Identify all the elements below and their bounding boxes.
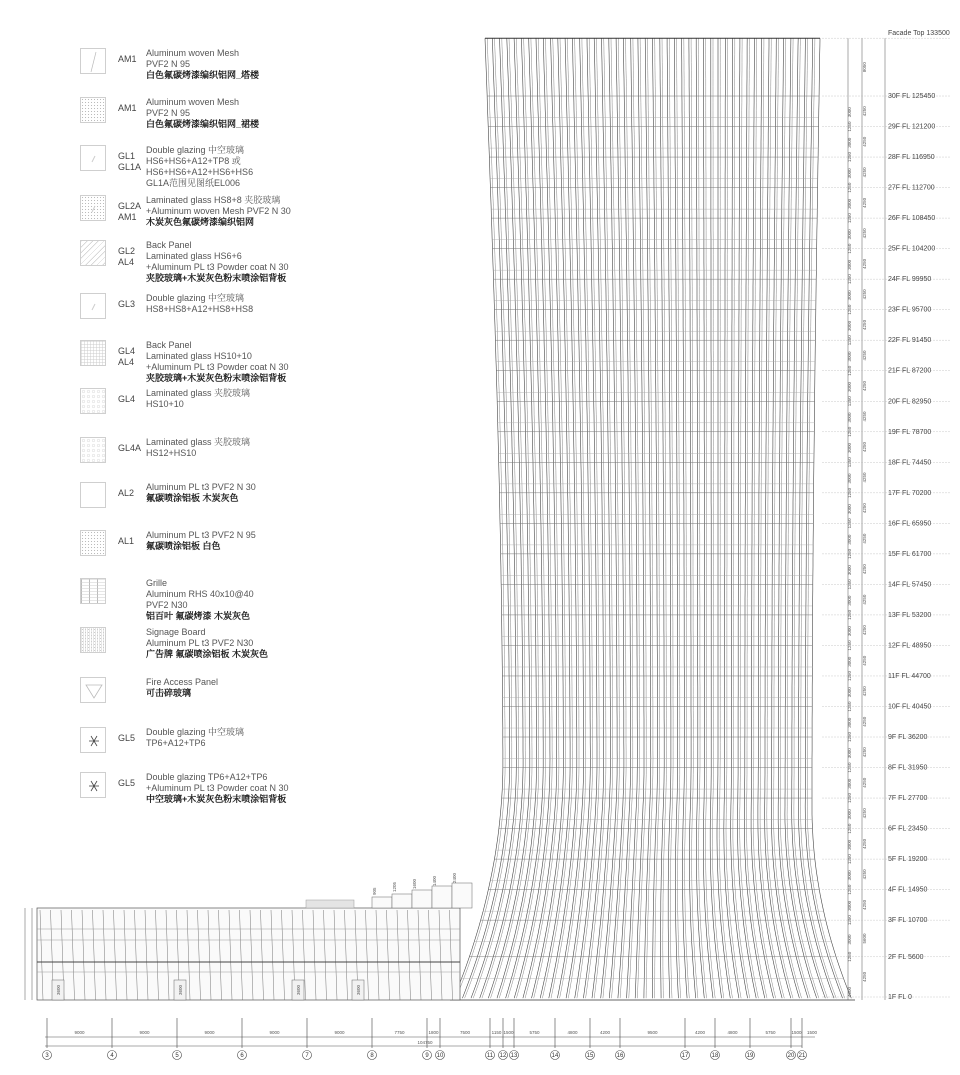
grid-axis-label: 3 [45, 1053, 49, 1059]
level-label: 8F FL 31950 [888, 764, 928, 772]
description-chinese: 白色氟碳烤漆编织铝网_塔楼 [146, 70, 260, 80]
spandrel-height-dim: 1250 [847, 609, 852, 620]
facade-fin-edge [774, 38, 802, 998]
facade-fin [471, 38, 516, 998]
spandrel-height-dim: 1250 [847, 884, 852, 895]
grid-axis-label: 8 [370, 1053, 374, 1059]
spandrel-height-dim: 1250 [847, 670, 852, 681]
level-label: Facade Top 133500 [888, 30, 950, 38]
spandrel-height-dim: 1250 [847, 762, 852, 773]
stepped-parapet [372, 897, 392, 908]
glass-height-dim: 3000 [847, 717, 852, 728]
floor-height-dim: 4250 [862, 625, 867, 636]
facade-fin-edge [620, 38, 633, 998]
level-label: 21F FL 87200 [888, 367, 932, 375]
facade-fin [575, 38, 597, 998]
floor-height-dim: 5600 [862, 933, 867, 944]
grid-axis-label: 20 [787, 1053, 795, 1059]
spandrel-height-dim: 1250 [847, 121, 852, 132]
facade-fin [635, 38, 644, 998]
grid-spacing-label: 9000 [204, 1030, 215, 1035]
facade-fin-edge [747, 38, 768, 998]
floor-height-dim: 4250 [862, 228, 867, 239]
parapet-height-label: 1600 [412, 878, 417, 889]
facade-fin-edge [612, 38, 627, 998]
glass-height-dim: 3000 [847, 900, 852, 911]
overall-dimension-label: 104750 [417, 1040, 433, 1045]
material-code: GL5 [118, 778, 136, 788]
grid-spacing-label: 5750 [529, 1030, 540, 1035]
level-label: 10F FL 40450 [888, 703, 932, 711]
description-line: Aluminum woven Mesh [146, 97, 240, 107]
spandrel-height-dim: 1250 [847, 213, 852, 224]
grid-spacing-label: 1500 [503, 1030, 514, 1035]
level-label: 13F FL 53200 [888, 611, 932, 619]
glass-height-dim: 3000 [847, 626, 852, 637]
grid-axes [43, 1018, 818, 1060]
description-line: Aluminum PL t3 PVF2 N30 [146, 638, 254, 648]
floor-height-dim: 4250 [862, 869, 867, 880]
facade-fin-edge [726, 38, 741, 998]
spandrel-height-dim: 1250 [847, 182, 852, 193]
glass-height-dim: 3000 [847, 870, 852, 881]
facade-fin [480, 38, 523, 998]
description-line: Double glazing TP6+A12+TP6 [146, 772, 268, 782]
facade-fin [627, 38, 638, 998]
level-label: 2F FL 5600 [888, 953, 924, 961]
grid-axis-label: 5 [175, 1053, 179, 1059]
level-label: 1F FL 0 [888, 994, 912, 1001]
grid-spacing-label: 4200 [694, 1030, 706, 1035]
floor-height-dim: 8050 [862, 62, 867, 73]
spandrel-height-dim: 1250 [847, 396, 852, 407]
floor-height-dim: 4250 [862, 411, 867, 422]
facade-fin [653, 38, 658, 998]
spandrel-height-dim: 1250 [847, 951, 852, 962]
description-chinese: 氟碳喷涂铝板 白色 [146, 541, 221, 551]
glass-height-dim: 3000 [847, 443, 852, 454]
glass-height-dim: 3000 [847, 229, 852, 240]
description-line: +Aluminum PL t3 Powder coat N 30 [146, 262, 289, 272]
material-code: AL2 [118, 488, 135, 498]
facade-fin [696, 38, 704, 998]
grid-axis-label: 9 [425, 1053, 429, 1059]
spandrel-height-dim: 1250 [847, 793, 852, 804]
description-chinese: 氟碳喷涂铝板 木炭灰色 [146, 493, 239, 503]
glass-height-dim: 3000 [847, 778, 852, 789]
glass-height-dim: 3000 [847, 259, 852, 270]
stepped-parapet [452, 883, 472, 908]
grid-axis-label: 16 [616, 1053, 624, 1059]
description-line: TP6+A12+TP6 [146, 738, 206, 748]
grid-axis-label: 19 [746, 1053, 754, 1059]
glass-height-dim: 3000 [847, 168, 852, 179]
spandrel-height-dim: 1250 [847, 548, 852, 559]
spandrel-height-dim: 1250 [847, 243, 852, 254]
facade-fin [540, 38, 570, 998]
spandrel-height-dim: 1250 [847, 274, 852, 285]
grid-spacing-label: 9000 [269, 1030, 280, 1035]
facade-fin-edge [568, 38, 592, 998]
level-label: 26F FL 108450 [888, 215, 936, 223]
floor-height-dim: 4250 [862, 747, 867, 758]
glass-height-dim: 3000 [847, 412, 852, 423]
level-label: 27F FL 112700 [888, 184, 935, 192]
facade-fin [583, 38, 603, 998]
description-line: Back Panel [146, 340, 192, 350]
spandrel-height-dim: 1250 [847, 335, 852, 346]
roof-equipment [306, 900, 354, 908]
grid-axis-label: 7 [305, 1053, 309, 1059]
description-line: HS6+HS6+A12+HS6+HS6 [146, 167, 254, 177]
description-chinese: 夹胶玻璃+木炭灰色粉末喷涂铝背板 [146, 373, 287, 383]
floor-height-dim: 4250 [862, 167, 867, 178]
spandrel-height-dim: 1250 [847, 823, 852, 834]
grid-spacing-label: 1800 [428, 1030, 439, 1035]
facade-fin-edge [807, 38, 844, 998]
floor-height-dim: 4250 [862, 289, 867, 300]
description-line: Aluminum PL t3 PVF2 N 30 [146, 482, 256, 492]
stepped-parapet [392, 894, 412, 908]
level-label: 15F FL 61700 [888, 550, 932, 558]
grid-spacing-label: 4200 [599, 1030, 611, 1035]
level-label: 11F FL 44700 [888, 672, 931, 680]
grid-spacing-label: 9000 [334, 1030, 345, 1035]
floor-height-dim: 4250 [862, 899, 867, 910]
material-code: GL4 AL4 [118, 346, 136, 367]
description-line: PVF2 N 95 [146, 59, 191, 69]
description-line: +Aluminum woven Mesh PVF2 N 30 [146, 206, 291, 216]
glass-height-dim: 3000 [847, 381, 852, 392]
level-label: 7F FL 27700 [888, 795, 928, 803]
level-label: 4F FL 14950 [888, 886, 928, 894]
description-line: Double glazing 中空玻璃 [146, 145, 245, 155]
spandrel-height-dim: 1250 [847, 426, 852, 437]
facade-fin [703, 38, 713, 998]
glass-height-dim: 3000 [847, 748, 852, 759]
floor-height-dim: 4250 [862, 838, 867, 849]
floor-height-dim: 4250 [862, 971, 867, 982]
grid-axis-label: 11 [486, 1053, 494, 1059]
grid-spacing-label: 1500 [806, 1030, 818, 1035]
floor-height-dim: 4250 [862, 533, 867, 544]
level-label: 29F FL 121200 [888, 123, 936, 131]
facade-fin [462, 38, 509, 998]
description-line: Grille [146, 578, 168, 588]
level-label: 9F FL 36200 [888, 734, 928, 742]
grid-axis-label: 12 [499, 1053, 507, 1059]
glass-height-dim: 3000 [847, 809, 852, 820]
grid-axis-label: 6 [240, 1053, 244, 1059]
description-line: PVF2 N30 [146, 600, 188, 610]
level-label: 25F FL 104200 [888, 245, 936, 253]
facade-fin-edge [669, 38, 673, 998]
level-label: 30F FL 125450 [888, 93, 936, 101]
podium-outline [37, 908, 460, 1000]
facade-fin-edge [719, 38, 732, 998]
glass-height-dim: 3000 [847, 107, 852, 118]
facade-fin-edge [801, 38, 837, 998]
glass-height-dim: 3000 [847, 565, 852, 576]
description-line: HS8+HS8+A12+HS8+HS8 [146, 304, 254, 314]
description-chinese: 夹胶玻璃+木炭灰色粉末喷涂铝背板 [146, 273, 287, 283]
grid-spacing-label: 7750 [394, 1030, 405, 1035]
material-code: AM1 [118, 54, 137, 64]
description-line: Aluminum RHS 40x10@40 [146, 589, 254, 599]
facade-fin [805, 38, 842, 998]
facade-fin-edge [698, 38, 706, 998]
facade-fin-edge [637, 38, 646, 998]
door-height-label: 3600 [296, 984, 301, 995]
glass-height-dim: 3000 [847, 473, 852, 484]
facade-fin-edge [740, 38, 759, 998]
description-line: PVF2 N 95 [146, 108, 191, 118]
glass-height-dim: 3000 [847, 534, 852, 545]
level-label: 16F FL 65950 [888, 520, 932, 528]
description-line: Aluminum PL t3 PVF2 N 95 [146, 530, 256, 540]
facade-fin [717, 38, 730, 998]
facade-fin [710, 38, 721, 998]
grid-spacing-label: 7500 [459, 1030, 471, 1035]
description-line: Fire Access Panel [146, 677, 219, 687]
facade-fin [497, 38, 537, 998]
facade-fin [644, 38, 651, 998]
floor-height-dim: 4250 [862, 808, 867, 819]
glass-height-dim: 3000 [847, 198, 852, 209]
description-line: HS12+HS10 [146, 448, 197, 458]
material-code: AL1 [118, 536, 135, 546]
floor-height-dim: 4250 [862, 319, 867, 330]
podium-elevation [25, 872, 472, 1000]
ground-height-dim: 4600 [847, 986, 852, 997]
facade-fin [812, 38, 851, 998]
description-line: Laminated glass 夹胶玻璃 [146, 437, 251, 447]
grid-axis-label: 13 [510, 1053, 518, 1059]
floor-height-dim: 4250 [862, 136, 867, 147]
glass-height-dim: 3000 [847, 656, 852, 667]
floor-height-dim: 4250 [862, 380, 867, 391]
grid-spacing-label: 9000 [139, 1030, 150, 1035]
grid-spacing-label: 1500 [791, 1030, 802, 1035]
spandrel-height-dim: 1250 [847, 854, 852, 865]
facade-fin [660, 38, 664, 998]
door-height-label: 3600 [356, 984, 361, 995]
spandrel-height-dim: 1250 [847, 152, 852, 163]
description-line: Laminated glass HS10+10 [146, 351, 252, 361]
facade-fin-edge [760, 38, 784, 998]
glass-height-dim: 3000 [847, 839, 852, 850]
level-label: 3F FL 10700 [888, 917, 928, 925]
floor-height-dim: 4250 [862, 503, 867, 514]
level-label: 22F FL 91450 [888, 337, 932, 345]
description-line: GL1A范围见图纸EL006 [146, 178, 241, 188]
facade-fin-edge [456, 38, 505, 998]
description-line: HS6+HS6+A12+TP8 或 [146, 156, 241, 166]
description-chinese: 铝百叶 氟碳烤漆 木炭灰色 [146, 611, 251, 621]
description-chinese: 广告牌 氟碳喷涂铝板 木炭灰色 [146, 649, 269, 659]
grid-spacing-label: 5750 [765, 1030, 776, 1035]
level-label: 5F FL 19200 [888, 856, 928, 864]
grid-axis-label: 21 [798, 1053, 806, 1059]
level-label: 23F FL 95700 [888, 306, 932, 314]
glass-height-dim: 3000 [847, 290, 852, 301]
material-code: GL4 [118, 394, 136, 404]
level-label: 12F FL 48950 [888, 642, 932, 650]
floor-height-dim: 4250 [862, 655, 867, 666]
spandrel-height-dim: 1250 [847, 365, 852, 376]
grid-axis-label: 10 [436, 1053, 444, 1059]
material-code: AM1 [118, 103, 137, 113]
level-label: 17F FL 70200 [888, 489, 932, 497]
description-line: Laminated glass HS8+8 夹胶玻璃 [146, 195, 281, 205]
floor-height-dim: 4250 [862, 564, 867, 575]
parapet-height-label: 1400 [432, 875, 437, 886]
description-chinese: 中空玻璃+木炭灰色粉末喷涂铝背板 [146, 794, 287, 804]
glass-height-dim: 3000 [847, 137, 852, 148]
facade-fin [689, 38, 696, 998]
grid-axis-label: 15 [586, 1053, 594, 1059]
description-line: +Aluminum PL t3 Powder coat N 30 [146, 362, 289, 372]
grid-axis-label: 14 [551, 1053, 559, 1059]
spandrel-height-dim: 1250 [847, 487, 852, 498]
level-label: 6F FL 23450 [888, 825, 928, 833]
floor-height-dim: 4250 [862, 197, 867, 208]
description-line: +Aluminum PL t3 Powder coat N 30 [146, 783, 289, 793]
description-line: Back Panel [146, 240, 192, 250]
floor-height-dim: 4250 [862, 258, 867, 269]
level-label: 20F FL 82950 [888, 398, 932, 406]
material-code: GL3 [118, 299, 136, 309]
grid-spacing-label: 1150 [491, 1030, 502, 1035]
facade-fin-edge [577, 38, 599, 998]
description-line: Laminated glass HS6+6 [146, 251, 242, 261]
glass-height-dim: 3000 [847, 504, 852, 515]
floor-height-dim: 4250 [862, 594, 867, 605]
spandrel-height-dim: 1250 [847, 457, 852, 468]
grid-axis-label: 18 [711, 1053, 719, 1059]
floor-height-dim: 4250 [862, 472, 867, 483]
door-height-label: 3600 [178, 984, 183, 995]
floor-height-dim: 4250 [862, 777, 867, 788]
material-code: GL5 [118, 733, 136, 743]
level-label: 18F FL 74450 [888, 459, 932, 467]
spandrel-height-dim: 1250 [847, 915, 852, 926]
description-line: HS10+10 [146, 399, 184, 409]
description-chinese: 白色氟碳烤漆编织铝网_裙楼 [146, 119, 260, 129]
parapet-height-label: 1205 [392, 881, 397, 892]
facade-fin-edge [684, 38, 690, 998]
facade-fin-edge [662, 38, 666, 998]
level-markers [822, 30, 950, 1001]
level-label: 28F FL 116950 [888, 154, 935, 162]
description-line: Double glazing 中空玻璃 [146, 727, 245, 737]
stepped-parapet [412, 890, 432, 908]
grid-axis-label: 17 [681, 1053, 689, 1059]
level-label: 14F FL 57450 [888, 581, 932, 589]
facade-fin [799, 38, 835, 998]
spandrel-height-dim: 1250 [847, 731, 852, 743]
glass-height-dim: 3000 [847, 351, 852, 362]
floor-height-dim: 4250 [862, 106, 867, 117]
door-height-label: 3600 [56, 984, 61, 995]
grid-axis-label: 4 [110, 1053, 114, 1059]
material-code: GL1 GL1A [118, 151, 142, 172]
floor-height-dim: 4250 [862, 716, 867, 727]
description-chinese: 可击碎玻璃 [146, 688, 192, 698]
material-code: GL2A AM1 [118, 201, 142, 222]
glass-height-dim: 3000 [847, 687, 852, 698]
spandrel-height-dim: 1250 [847, 701, 852, 712]
tower-elevation [450, 38, 855, 1000]
parapet-height-label: 905 [372, 887, 377, 895]
parapet-height-label: 2400 [452, 872, 457, 883]
facade-fin [454, 38, 503, 998]
spandrel-height-dim: 1250 [847, 640, 852, 651]
glass-height-dim: 3000 [847, 595, 852, 606]
grid-spacing-label: 9500 [647, 1030, 658, 1035]
stepped-parapet [432, 886, 452, 908]
level-label: 19F FL 78700 [888, 428, 932, 436]
spandrel-height-dim: 1250 [847, 579, 852, 590]
level-label: 24F FL 99950 [888, 276, 932, 284]
description-line: Laminated glass 夹胶玻璃 [146, 388, 251, 398]
description-line: Signage Board [146, 627, 206, 637]
material-code: GL4A [118, 443, 142, 453]
facade-fin-edge [655, 38, 660, 998]
glass-height-dim: 3000 [847, 934, 852, 945]
floor-height-dim: 4250 [862, 442, 867, 453]
grid-spacing-label: 4800 [727, 1030, 738, 1035]
description-chinese: 木炭灰色氟碳烤漆编织铝网 [146, 217, 255, 227]
grid-spacing-label: 9000 [74, 1030, 85, 1035]
material-code: GL2 AL4 [118, 246, 136, 267]
description-line: Double glazing 中空玻璃 [146, 293, 245, 303]
glass-height-dim: 3000 [847, 320, 852, 331]
floor-height-dim: 4250 [862, 350, 867, 361]
floor-height-dim: 4250 [862, 686, 867, 697]
grid-spacing-label: 4800 [567, 1030, 578, 1035]
spandrel-height-dim: 1250 [847, 304, 852, 315]
spandrel-height-dim: 1250 [847, 518, 852, 529]
description-line: Aluminum woven Mesh [146, 48, 240, 58]
